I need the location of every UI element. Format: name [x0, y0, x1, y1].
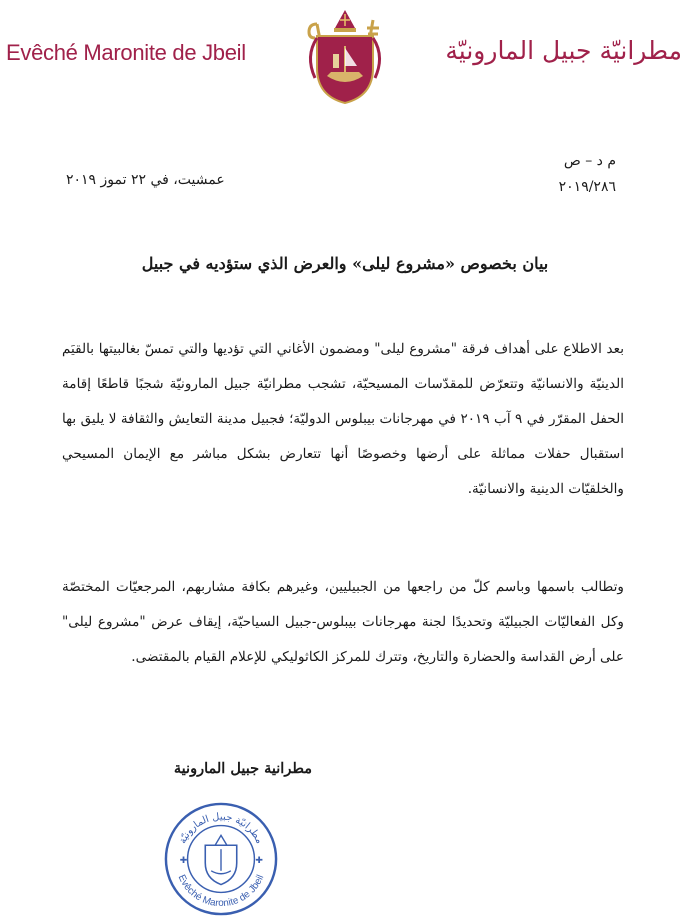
svg-text:مطرانيّة جبيل المارونيّة [177, 811, 264, 845]
reference-number: ٢٠١٩/٢٨٦ [558, 179, 616, 195]
letterhead-name-ar: مطرانيّة جبيل المارونيّة [445, 36, 682, 65]
signature: مطرانية جبيل المارونية [173, 760, 312, 777]
document-title: بيان بخصوص «مشروع ليلى» والعرض الذي ستؤديه في جبيل [141, 254, 549, 273]
stamp-text-bottom: Evêché Maronite de Jbeil [175, 873, 267, 910]
body-paragraph-2: وتطالب باسمها وباسم كلّ من راجعها من الجبيليين، وغيرهم بكافة مشاربهم، المرجعيّات المختصّة وكل الفعاليّات الجبيليّة وتحديدًا لجنة مهرجانات بيبلوس-جبيل السياحيّة، إيقاف عرض "مشروع ليلى" على أرض القداسة والحضارة والتاريخ، وتترك للمركز الكاثوليكي للإعلام القيام بالمقتضى. [62, 578, 624, 665]
body-paragraph-1: بعد الاطلاع على أهداف فرقة "مشروع ليلى" ومضمون الأغاني التي تؤديها والتي تمسّ بغالبيتها بالقيَم الدينيّة والانسانيّة وتتعرّض للمقدّسات المسيحيّة، تشجب مطرانيّة جبيل المارونيّة شجبًا قاطعًا إقامة الحفل المقرّر في ٩ آب ٢٠١٩ في مهرجانات بيبلوس الدوليّة؛ فجبيل مدينة التعايش والثقافة لا يليق بها استقبال حفلات مماثلة على أرضها وخصوصًا أنها تتعارض بشكل مباشر مع الإيمان المسيحي والخلقيّات الدينية والانسانيّة. [62, 340, 624, 497]
reference-code: م د – ص [563, 153, 616, 169]
official-stamp-icon [162, 800, 280, 918]
stamp-text-top: مطرانيّة جبيل المارونيّة [177, 811, 265, 846]
svg-text:✚: ✚ [179, 855, 188, 866]
letterhead [0, 0, 690, 110]
date-line: عمشيت، في ٢٢ تموز ٢٠١٩ [66, 172, 225, 188]
letterhead-name-fr: Evêché Maronite de Jbeil [6, 40, 246, 65]
reference-block [559, 148, 616, 200]
bishop-crest-icon [295, 6, 395, 106]
svg-text:✚: ✚ [255, 855, 263, 866]
